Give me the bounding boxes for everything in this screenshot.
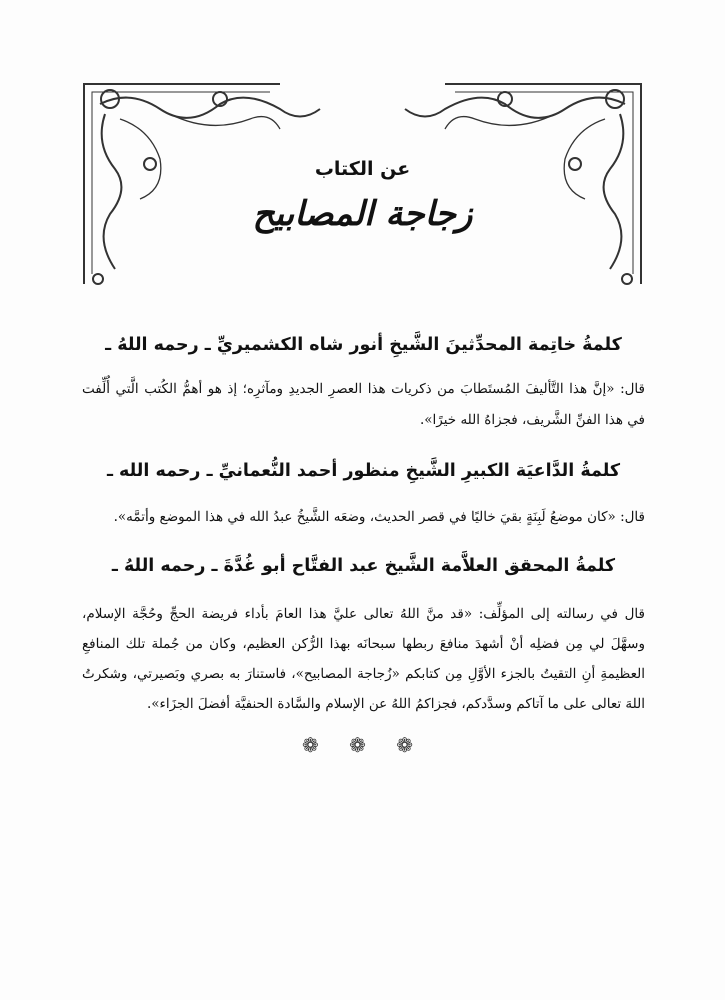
testimonial-section [82, 330, 645, 436]
section-paragraph: قال في رسالته إلى المؤلِّف: «قد منَّ اللهُ تعالى عليَّ هذا العامَ بأداء فريضة الحجِّ وحُجَّة الإسلام، وسهَّلَ لي مِن فضلِه أنْ أشهدَ منافعَ ربطها سبحانَه بهذا الرُّكن العظيم، وكان من جُملة تلك المنافعِ العظيمةِ أنِ التقيتُ بالجزء الأوَّلِ مِن كتابكم «زُجاجة المصابيح»، فاستنارَ به بصري وبَصيرتي، وشكرتُ اللهَ تعالى على ما آتاكم وسدَّدكم، فجزاكمُ اللهُ عن الإسلام والسَّادة الحنفيَّة أفضلَ الجزَاء». [82, 606, 645, 712]
testimonial-section [82, 456, 645, 533]
book-title-calligraphy: زجاجة المصابيح [252, 194, 473, 234]
section-paragraph: قال: «إنَّ هذا التَّأليفَ المُستَطابَ من ذكريات هذا العصرِ الجديدِ ومآثرِه؛ إذ هو أهمُّ الكُتب الَّتي أُلِّفت في هذا الفنِّ الشَّريف، فجزاهُ الله خيرًا». [82, 381, 645, 428]
flower-separator-icon: ❁ ❁ ❁ [302, 733, 425, 757]
section-heading: كلمةُ الدَّاعيَة الكبيرِ الشَّيخِ منظور أحمد النُّعمانيِّ ـ رحمه الله ـ [106, 461, 621, 481]
section-kicker: عن الكتاب [314, 158, 411, 180]
section-paragraph: قال: «كان موضعُ لَبِنَةٍ بقيَ خاليًا في قصر الحديث، وضعَه الشَّيخُ عبدُ الله في هذا الموضع وأتمَّه». [113, 509, 645, 525]
document-body [82, 330, 645, 757]
section-heading: كلمةُ خاتِمة المحدِّثينَ الشَّيخِ أنور شاه الكشميريِّ ـ رحمه اللهُ ـ [105, 335, 622, 355]
section-heading: كلمةُ المحقق العلاَّمة الشَّيخ عبد الفتَّاح أبو غُدَّةَ ـ رحمه اللهُ ـ [111, 556, 616, 576]
decorative-frame-ornament [80, 74, 645, 289]
testimonial-section [82, 551, 645, 719]
